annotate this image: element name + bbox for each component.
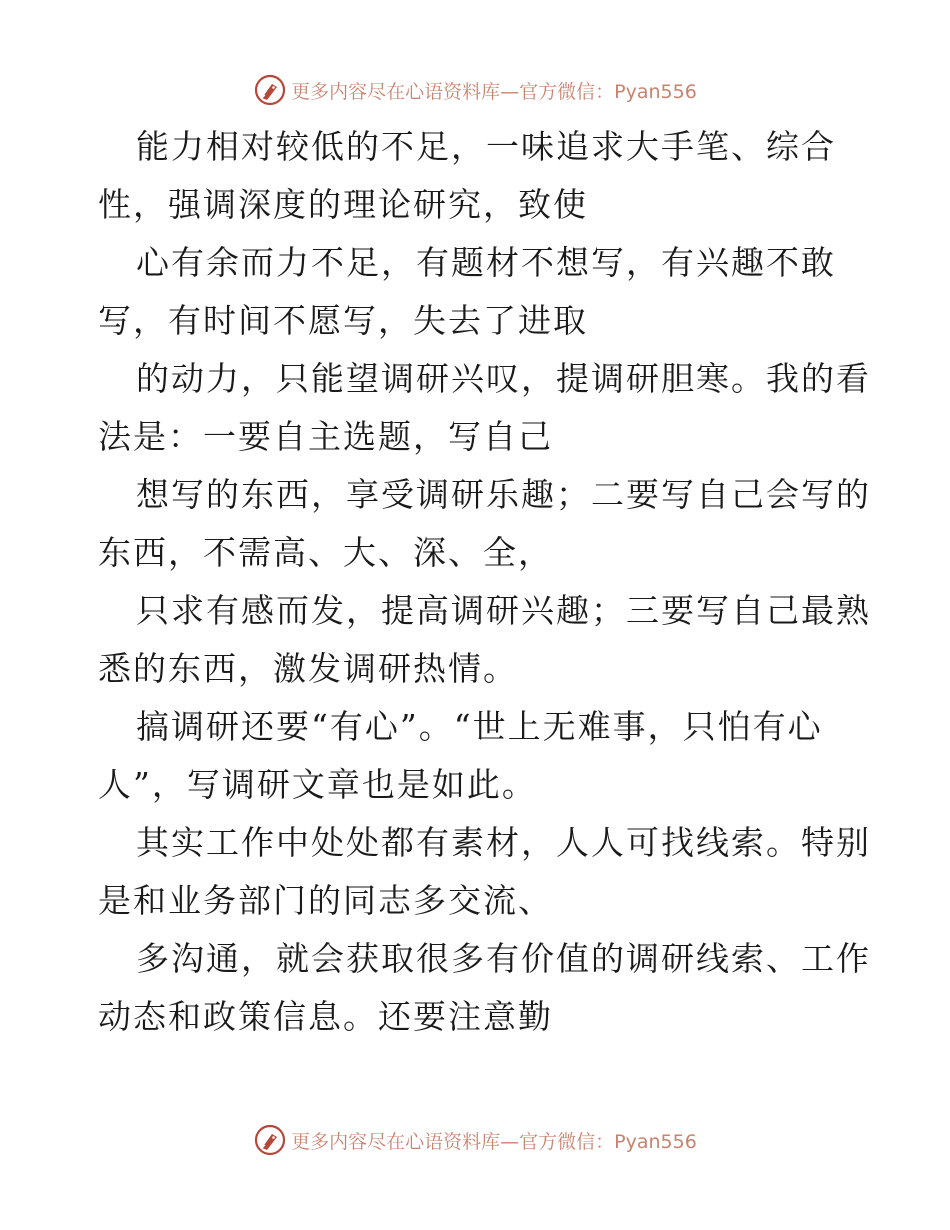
paragraph-line: 写，有时间不愿写，失去了进取 bbox=[98, 301, 588, 340]
watermark-text: 更多内容尽在心语资料库—官方微信：Pyan556 bbox=[291, 1130, 697, 1153]
paragraph bbox=[98, 466, 871, 582]
header-watermark bbox=[0, 70, 950, 110]
paragraph bbox=[98, 118, 858, 234]
paragraph bbox=[98, 350, 871, 466]
paragraph-line: 动态和政策信息。还要注意勤 bbox=[98, 997, 553, 1036]
paragraph-line: 法是：一要自主选题，写自己 bbox=[98, 417, 553, 456]
paragraph bbox=[98, 930, 871, 1046]
paragraph-first-line: 的动力，只能望调研兴叹，提调研胆寒。我的看 bbox=[136, 359, 871, 398]
paragraph-first-line: 心有余而力不足，有题材不想写，有兴趣不敢 bbox=[136, 243, 836, 282]
paragraph bbox=[98, 234, 858, 350]
watermark-text: 更多内容尽在心语资料库—官方微信：Pyan556 bbox=[291, 80, 697, 103]
paragraph-first-line: 只求有感而发，提高调研兴趣；三要写自己最熟 bbox=[136, 591, 871, 630]
paragraph bbox=[98, 582, 871, 698]
document-body bbox=[98, 118, 871, 1046]
paragraph-line: 人”，写调研文章也是如此。 bbox=[98, 765, 537, 804]
paragraph-line: 悉的东西，激发调研热情。 bbox=[98, 649, 518, 688]
paragraph-line: 性，强调深度的理论研究，致使 bbox=[98, 185, 588, 224]
paragraph-first-line: 多沟通，就会获取很多有价值的调研线索、工作 bbox=[136, 939, 871, 978]
paragraph-first-line: 能力相对较低的不足，一味追求大手笔、综合 bbox=[136, 127, 836, 166]
paragraph-line: 是和业务部门的同志多交流、 bbox=[98, 881, 553, 920]
paragraph-line: 东西，不需高、大、深、全， bbox=[98, 533, 553, 572]
paragraph bbox=[98, 698, 858, 814]
paragraph-first-line: 其实工作中处处都有素材，人人可找线索。特别 bbox=[136, 823, 871, 862]
pen-nib-logo-icon bbox=[253, 73, 287, 107]
footer-watermark bbox=[0, 1120, 950, 1160]
pen-nib-logo-icon bbox=[253, 1123, 287, 1157]
paragraph bbox=[98, 814, 871, 930]
paragraph-first-line: 想写的东西，享受调研乐趣；二要写自己会写的 bbox=[136, 475, 871, 514]
paragraph-first-line: 搞调研还要“有心”。“世上无难事，只怕有心 bbox=[136, 707, 823, 746]
